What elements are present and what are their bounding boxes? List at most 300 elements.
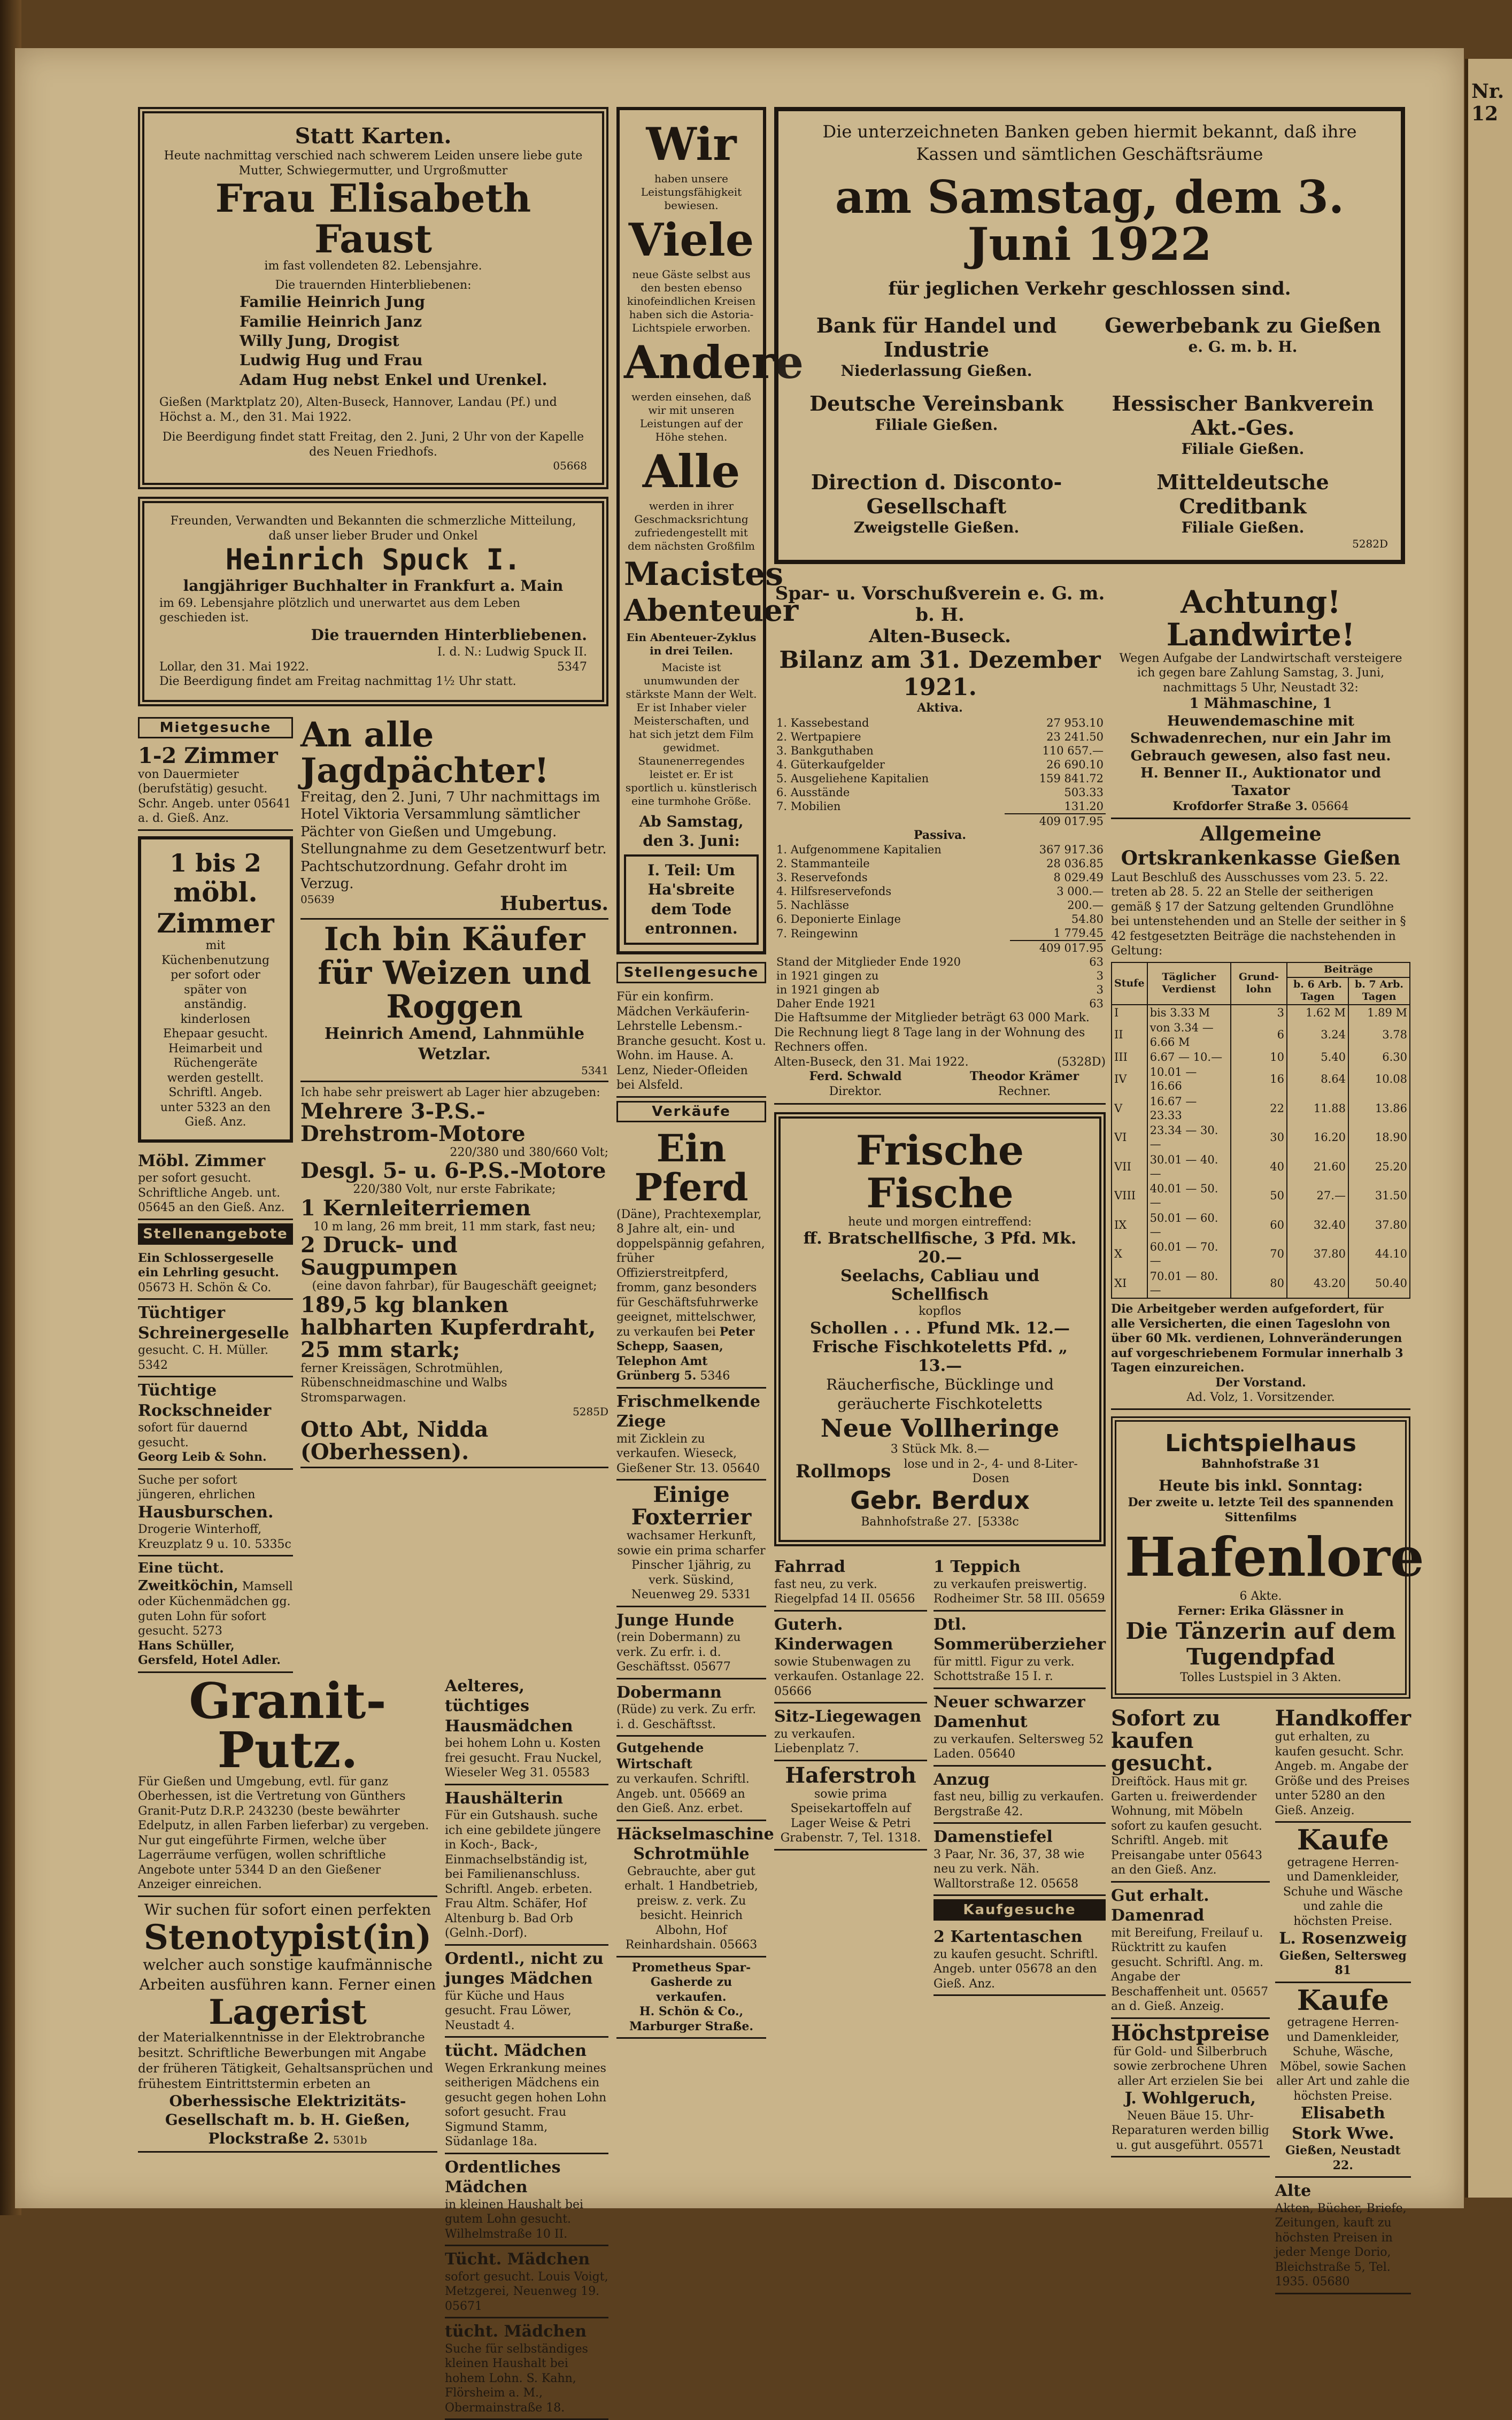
table-cell: II (1112, 1020, 1147, 1050)
obituary-name: Heinrich Spuck I. (225, 543, 521, 577)
bank-list (791, 313, 1388, 537)
table-cell: IX (1112, 1211, 1147, 1240)
mourners-list (159, 292, 587, 390)
beitrag-table (1111, 962, 1410, 1299)
section-header-mietgesuche: Mietgesuche (138, 717, 293, 738)
ad-code: 5273 (192, 1624, 222, 1638)
ad-sign: Der Vorstand. (1215, 1375, 1306, 1390)
ad-word: Andere (624, 336, 804, 389)
table-cell: 5.40 (1287, 1050, 1348, 1065)
table-cell: 32.40 (1287, 1211, 1348, 1240)
table-cell: von 3.34 — 6.66 M (1147, 1020, 1231, 1050)
table-cell: 16.20 (1287, 1123, 1348, 1152)
ad-code: 05668 (553, 459, 587, 473)
ad-text: Die unterzeichneten Banken geben hiermit bekannt, daß ihre Kassen und sämtlichen Geschäftsräume (822, 121, 1357, 164)
table-cell: XI (1112, 1269, 1147, 1299)
ad-text: (Däne), Prachtexemplar, 8 Jahre alt, ein- und doppelspännig gefahren, früher Offizierstreitpferd, fromm, ganz besonders für Geschäftsfuhrwerke geeignet, mittelschwer, zu verkaufen bei (616, 1207, 765, 1339)
ad-title: Häckselmaschine (616, 1824, 774, 1844)
column-header: Grund-lohn (1231, 962, 1287, 1005)
ad-text: Maciste ist unumwunden der stärkste Mann der Welt. Er ist Inhaber vieler Meisterschaften, und hat sich jetzt dem Film gewidmet. Staunenerregendes leistet er. Er ist sportlich u. künstlerisch eine turmhohe Größe. (625, 661, 758, 807)
ad-title: Guterh. Kinderwagen (774, 1615, 893, 1654)
column-1 (138, 107, 608, 2420)
ad-sign: Hubertus. (500, 892, 608, 915)
obituary-ind: I. d. N.: Ludwig Spuck II. (437, 645, 587, 659)
table-cell: 30.01 — 40.— (1147, 1152, 1231, 1182)
bank-name: Hessischer Bankverein Akt.-Ges. (1112, 391, 1374, 440)
ad-code: 5331 (721, 1588, 752, 1602)
ad-jagdpaechter (300, 714, 608, 920)
ad-schlosser (138, 1248, 293, 1300)
ad-code: 5346 (700, 1369, 730, 1383)
ad-text: Ein Schlossergeselle ein Lehrling gesucht. (138, 1251, 279, 1280)
ad-address: Krofdorfer Straße 3. (1172, 799, 1308, 814)
ad-anzug (934, 1767, 1106, 1824)
ad-line-sub: kopflos (919, 1305, 961, 1319)
ad-title: Sofort zu kaufen gesucht. (1111, 1706, 1221, 1776)
ad-title: Kaufe (1297, 1984, 1389, 2017)
table-row (774, 857, 1106, 870)
row-value: 159 841.72 (1039, 772, 1104, 785)
ad-title: An alle Jagdpächter! (300, 714, 550, 791)
ad-title: tücht. Mädchen (445, 2322, 587, 2341)
ad-text: zu verkaufen. Schriftl. Angeb. unt. 05669 an den Gieß. Anz. erbet. (616, 1772, 750, 1816)
row-label: 3. Bankguthaben (776, 744, 874, 757)
col1-lower (138, 714, 608, 1673)
ad-code: 05659 (1067, 1592, 1105, 1606)
sum-value: 409 017.95 (1005, 814, 1106, 828)
ad-moebl-zimmer (138, 836, 293, 1143)
ad-text: von Dauermieter (berufstätig) gesucht. Schr. Angeb. unter 05641 a. d. Gieß. Anz. (138, 767, 291, 826)
bank-entry (1098, 391, 1388, 459)
ad-firm: Heinrich Amend, Lahnmühle (324, 1024, 585, 1044)
table-row (774, 997, 1106, 1011)
row-value: 54.80 (1071, 913, 1104, 926)
table-cell: 60.01 — 70.— (1147, 1239, 1231, 1269)
table-cell: 70 (1231, 1239, 1287, 1269)
signature-role: Direktor. (829, 1084, 882, 1098)
bilanz-note: Die Haftsumme der Mitglieder beträgt 63 000 Mark. (774, 1011, 1090, 1025)
row-label: 6. Ausstände (776, 785, 850, 799)
ad-title: Anzug (934, 1770, 990, 1789)
ad-title: Tüchtiger Schreinergeselle (138, 1304, 289, 1343)
ad-line: Schollen . . . Pfund Mk. 12.— (809, 1319, 1070, 1338)
mourners: Die trauernden Hinterbliebenen. (311, 626, 587, 644)
aktiva-table (774, 716, 1106, 828)
table-row (1112, 1211, 1410, 1240)
ad-text: Akten, Bücher, Briefe, Zeitungen, kauft zu höchsten Preisen in jeder Menge Dorio, Bleichstraße 5, Tel. 1935. (1275, 2201, 1407, 2289)
ad-line: Desgl. 5- u. 6-P.S.-Motore (300, 1158, 606, 1184)
ad-text: Für ein Gutshaush. suche ich eine gebildete jüngere in Koch-, Back-, Einmachselbständig ist, bei Familienanschluss. Schriftl. Angeb. erbeten. Frau Altm. Schäfer, Hof Altenburg b. Bad Orb (Gelnh.-Dorf). (445, 1809, 601, 1940)
row-label: 3. Reservefonds (776, 871, 868, 884)
bank-branch: Filiale Gießen. (1181, 518, 1305, 536)
ad-title: Damenstiefel (934, 1828, 1053, 1847)
obituary-spuck (138, 497, 608, 706)
ad-firm: Drogerie Winterhoff, Kreuzplatz 9 u. 10. (138, 1523, 262, 1551)
ad-text: gesucht. C. H. Müller. (138, 1344, 268, 1358)
row-label: 7. Reingewinn (776, 927, 858, 940)
table-row (1112, 1050, 1410, 1065)
ad-liegewagen (774, 1704, 927, 1761)
ad-code: 05640 (722, 1461, 760, 1475)
mourner: Ludwig Hug und Frau (240, 351, 423, 369)
obituary-heading: Statt Karten. (295, 124, 452, 149)
ad-granit-putz (138, 1673, 437, 1897)
ad-code: (5328D) (1057, 1055, 1106, 1069)
ad-title: Haushälterin (445, 1789, 564, 1808)
ad-code: 5347 (557, 660, 587, 674)
ad-text: 6 Akte. (1239, 1590, 1282, 1604)
table-cell: 27.— (1287, 1181, 1348, 1211)
ad-title: Tüchtige Rockschneider (138, 1381, 272, 1420)
table-cell: 1.62 M (1287, 1005, 1348, 1020)
bank-branch: Niederlassung Gießen. (840, 361, 1032, 380)
ad-text: (rein Dobermann) zu verk. Zu erfr. i. d. Geschäftsst. (616, 1631, 741, 1674)
ad-small (445, 2038, 608, 2154)
ad-title: tücht. Mädchen (445, 2041, 587, 2061)
ad-small (445, 1673, 608, 1785)
table-cell: III (1112, 1050, 1147, 1065)
row-label: in 1921 gingen zu (776, 969, 879, 983)
table-cell: 50.40 (1348, 1269, 1410, 1299)
ad-gasherde (616, 1957, 766, 2039)
table-cell: 70.01 — 80.— (1147, 1269, 1231, 1299)
row-value: 1 779.45 (1053, 927, 1104, 940)
col1-bottom (138, 1673, 608, 2420)
ad-address: Neuen Bäue 15. Uhr-Reparaturen werden billig u. gut ausgeführt. (1111, 2109, 1269, 2152)
ad-code: 05666 (774, 1684, 812, 1698)
obituary-faust (138, 107, 608, 489)
row-value: 3 (1096, 983, 1104, 997)
ad-firm: Elisabeth Stork Wwe. (1292, 2104, 1394, 2143)
ad-text: Dreiftöck. Haus mit gr. Garten u. freiwerdender Wohnung, mit Möbeln sofort zu kaufen gesucht. Schriftl. Angeb. mit Preisangabe unter 05643 an den Gieß. Anz. (1111, 1775, 1262, 1877)
ad-word: Alle (642, 445, 740, 498)
ad-line: Räucherfische, Bücklinge und geräucherte Fischkoteletts (826, 1375, 1054, 1413)
sum-row (774, 941, 1106, 955)
bilanz (774, 583, 1106, 1105)
table-cell: 21.60 (1287, 1152, 1348, 1182)
ad-title: Ein Pferd (634, 1126, 749, 1210)
section-header-verkaeufe: Verkäufe (616, 1101, 766, 1122)
ad-pferd (616, 1126, 766, 1389)
table-cell: 37.80 (1348, 1211, 1410, 1240)
ad-title: Höchstpreise (1111, 2020, 1270, 2046)
ad-text: getragene Herren- und Damenkleider, Schuhe, Wäsche, Möbel, sowie Sachen aller Art und zahle die höchsten Preise. (1276, 2016, 1410, 2103)
bank-branch: Filiale Gießen. (1181, 440, 1305, 458)
ad-title: Lichtspielhaus (1165, 1429, 1356, 1457)
section-header-kaufgesuche: Kaufgesuche (934, 1899, 1106, 1921)
col1-left-ads (138, 714, 293, 1673)
aktiva-label: Aktiva. (917, 701, 963, 715)
ad-code: 5285D (573, 1405, 608, 1419)
ad-fahrrad (774, 1554, 927, 1612)
ad-code: 05658 (1041, 1877, 1078, 1891)
ad-title: Aelteres, tüchtiges Hausmädchen (445, 1676, 573, 1736)
table-cell: VI (1112, 1123, 1147, 1152)
ad-word: Viele (628, 213, 754, 266)
ad-title: Sitz-Liegewagen (774, 1707, 922, 1727)
signature: Theodor Krämer (969, 1069, 1079, 1084)
table-cell: 40 (1231, 1152, 1287, 1182)
table-cell: 6.67 — 10.— (1147, 1050, 1231, 1065)
section-header-stellengesuche: Stellengesuche (616, 962, 766, 983)
table-cell: 43.20 (1287, 1269, 1348, 1299)
column-header: Stufe (1112, 962, 1147, 1005)
members-table (774, 955, 1106, 1011)
ad-ueberzieher (934, 1612, 1106, 1689)
ad-firm: Peter Schepp, Saasen, Telephon Amt Grünberg 5. (616, 1324, 755, 1383)
ad-title: Granit-Putz. (189, 1671, 387, 1779)
ad-text: heute und morgen eintreffend: (848, 1215, 1032, 1229)
table-cell: 37.80 (1287, 1239, 1348, 1269)
table-row (774, 969, 1106, 983)
ad-text: zu verkaufen. Liebenplatz 7. (774, 1727, 859, 1756)
row-label: Daher Ende 1921 (776, 997, 876, 1011)
bank-name: Direction d. Disconto-Gesellschaft (811, 469, 1062, 518)
ad-text: mit Küchenbenutzung per sofort oder später von anständig. kinderlosen Ehepaar gesucht. Heimarbeit und Rüchengeräte werden gestellt. Schriftl. Angeb. unter 5323 an den Gieß. Anz. (160, 939, 271, 1129)
table-cell: 40.01 — 50.— (1147, 1181, 1231, 1211)
table-cell: 80 (1231, 1269, 1287, 1299)
ad-code: 05677 (693, 1660, 731, 1674)
table-cell: 10.08 (1348, 1065, 1410, 1094)
ad-code: 05664 (1311, 800, 1349, 814)
table-row (774, 758, 1106, 772)
next-page-edge (1465, 59, 1512, 2198)
ad-title: Alte (1275, 2182, 1312, 2201)
row-value: 63 (1089, 955, 1104, 969)
ad-haferstroh (774, 1761, 927, 1851)
table-cell: 44.10 (1348, 1239, 1410, 1269)
ad-text: der Materialkenntnisse in der Elektrobranche besitzt. Schriftliche Bewerbungen mit Angabe der früheren Tätigkeit, Gehaltsansprüchen und frühestem Eintrittstermin erbeten an (138, 2031, 434, 2091)
table-cell: 50.01 — 60.— (1147, 1211, 1231, 1240)
column-3-left (774, 583, 1106, 1996)
ad-kaufe-1 (1275, 1823, 1411, 1983)
ad-alte-akten (1275, 2178, 1411, 2294)
table-row (1112, 1123, 1410, 1152)
bank-branch: Filiale Gießen. (875, 416, 998, 434)
row-label: 1. Aufgenommene Kapitalien (776, 843, 942, 857)
col1-bottom-right (445, 1673, 608, 2420)
ad-text: Ein Abenteuer-Zyklus in drei Teilen. (626, 631, 757, 657)
mourner: Willy Jung, Drogist (240, 332, 399, 350)
table-row (1112, 1094, 1410, 1123)
ad-small (445, 1785, 608, 1946)
ad-text: werden einsehen, daß wir mit unseren Leistungen auf der Höhe stehen. (631, 390, 751, 443)
ad-line-sub: lose und in 2-, 4- und 8-Liter-Dosen (904, 1457, 1078, 1486)
ad-title: Allgemeine Ortskrankenkasse Gießen (1121, 822, 1401, 869)
ad-text: haben unsere Leistungsfähigkeit bewiesen. (641, 172, 742, 212)
ad-text: fast neu, zu verk. Riegelpfad 14 II. (774, 1577, 877, 1606)
ad-text: Wir suchen für sofort einen perfekten (144, 1900, 431, 1918)
ad-title: Junge Hunde (616, 1610, 735, 1630)
table-cell: IV (1112, 1065, 1147, 1094)
ad-line-sub: ferner Kreissägen, Schrotmühlen, Rübenschneidmaschine und Walbs Stromsparwagen. (300, 1361, 507, 1405)
bilanz-place: Alten-Buseck, den 31. Mai 1922. (774, 1055, 969, 1069)
mourner: Adam Hug nebst Enkel und Urenkel. (240, 371, 547, 389)
ad-text: zu verkaufen. Seltersweg 52 Laden. (934, 1732, 1104, 1761)
bilanz-title: Bilanz am 31. Dezember 1921. (779, 646, 1101, 701)
row-label: 2. Stammanteile (776, 857, 870, 870)
ad-zimmer (138, 742, 293, 831)
table-cell: V (1112, 1094, 1147, 1123)
col3-small-right (934, 1554, 1106, 1996)
row-value: 3 (1096, 969, 1104, 983)
ad-hunde (616, 1607, 766, 1679)
ad-line: 2 Druck- und Saugpumpen (300, 1232, 458, 1281)
table-row (1112, 1065, 1410, 1094)
obituary-funeral: Die Beerdigung findet am Freitag nachmittag 1½ Uhr statt. (159, 675, 516, 689)
ad-title: Haferstroh (785, 1762, 916, 1788)
ad-text: sowie Stubenwagen zu verkaufen. Ostanlage 22. (774, 1655, 924, 1684)
ad-title: Frischmelkende Ziege (616, 1392, 760, 1431)
ad-word: Macistes (624, 556, 784, 593)
ad-line: Mehrere 3-P.S.-Drehstrom-Motore (300, 1098, 526, 1146)
ad-haeckselmaschine (616, 1821, 774, 1957)
ad-title: 1 Teppich (934, 1558, 1021, 1577)
ad-hoechstpreise (1111, 2019, 1270, 2158)
table-cell: 23.34 — 30.— (1147, 1123, 1231, 1152)
ad-damenrad (1111, 1883, 1270, 2019)
col4-small-ads (1111, 1704, 1410, 2294)
table-cell: 10 (1231, 1050, 1287, 1065)
ad-text: Für ein konfirm. Mädchen Verkäuferin-Lehrstelle Lebensm.-Branche gesucht. Kost u. Wohn. im Hause. A. Lenz, Nieder-Ofleiden bei Alsfeld. (616, 990, 766, 1092)
ad-code: 05671 (445, 2299, 482, 2313)
ad-text: fast neu, billig zu verkaufen. Bergstraße 42. (934, 1790, 1104, 1818)
obituary-age: im fast vollendeten 82. Lebensjahre. (264, 259, 482, 273)
column-header: Beiträge (1287, 962, 1410, 977)
ad-text: sofort für dauernd gesucht. (138, 1421, 248, 1450)
ad-text: Gebrauchte, aber gut erhalt. 1 Handbetrieb, preisw. z. verk. Zu besicht. Heinrich Albohn, Hof Reinhardshain. (624, 1864, 758, 1952)
ad-text: Ab Samstag, den 3. Juni: (639, 813, 744, 850)
ad-code: 05680 (1312, 2275, 1350, 2289)
ad-lehrstelle (616, 987, 766, 1098)
bank-name: Deutsche Vereinsbank (809, 391, 1063, 416)
ad-line: Neue Vollheringe (820, 1413, 1060, 1443)
ad-text: Prometheus Spar-Gasherde zu verkaufen. (631, 1960, 751, 2004)
ad-firm: H. Benner II., Auktionator und Taxator (1140, 765, 1381, 799)
ad-code: 05571 (1227, 2138, 1265, 2152)
table-row (1112, 1020, 1410, 1050)
ad-code: 5342 (138, 1358, 168, 1372)
ad-title: Lagerist (209, 1992, 367, 2033)
obituary-footer (159, 660, 587, 675)
ad-address: Gießen, Seltersweg 81 (1279, 1948, 1407, 1978)
ad-line-sub: 3 Stück Mk. 8.— (890, 1443, 990, 1456)
column-header: b. 7 Arb. Tagen (1348, 977, 1410, 1005)
ad-text: für Gold- und Silberbruch sowie zerbrochene Uhren aller Art erzielen Sie bei (1113, 2045, 1268, 2088)
ad-code: 5341 (581, 1064, 608, 1077)
ad-title: Kaufe (1297, 1824, 1389, 1857)
ad-text: Für Gießen und Umgebung, evtl. für ganz Oberhessen, ist die Vertretung von Günthers Granit-Putz D.R.P. 243230 (beste bewährter Edelputz, in allen Farben lieferbar) zu vergeben. Nur gut eingeführte Firmen, welche über Lagerräume verfügen, wollen schriftliche Angebote unter 5344 D an den Gießener Anzeiger einreichen. (138, 1775, 429, 1892)
ad-title: Handkoffer (1275, 1706, 1411, 1731)
ad-firm: Georg Leib & Sohn. (138, 1450, 267, 1465)
row-label: 5. Nachlässe (776, 899, 850, 912)
ad-banks-closed (774, 107, 1405, 564)
ad-dobermann (616, 1679, 766, 1737)
ad-firm: L. Rosenzweig (1279, 1929, 1407, 1948)
ad-firm: 05673 H. Schön & Co. (138, 1281, 272, 1294)
ad-sign: Ad. Volz, 1. Vorsitzender. (1186, 1391, 1335, 1405)
table-cell: 16.67 — 23.33 (1147, 1094, 1231, 1123)
row-value: 23 241.50 (1046, 730, 1104, 743)
bank-entry (1098, 470, 1388, 537)
ad-title: Schrotmühle (633, 1845, 750, 1864)
ad-ortskrankenkasse (1111, 819, 1410, 1410)
table-cell: 50 (1231, 1181, 1287, 1211)
table-cell: VIII (1112, 1181, 1147, 1211)
ad-foxterrier (616, 1481, 766, 1607)
bank-name: Bank für Handel und Industrie (816, 313, 1057, 361)
ad-motore (300, 1082, 608, 1468)
table-cell: bis 3.33 M (1147, 1005, 1231, 1020)
ad-kaufe-2 (1275, 1983, 1411, 2178)
newspaper-page (15, 48, 1464, 2415)
ad-line: ff. Bratschellfische, 3 Pfd. Mk. 20.— (803, 1229, 1077, 1267)
obituary-text: im 69. Lebensjahre plötzlich und unerwartet aus dem Leben geschieden ist. (159, 596, 520, 625)
col4-right (1275, 1704, 1411, 2294)
ad-handkoffer (1275, 1704, 1411, 1823)
row-label: 4. Güterkaufgelder (776, 758, 885, 771)
table-cell: 10.01 — 16.66 (1147, 1065, 1231, 1094)
ad-code: 05663 (720, 1938, 758, 1952)
ad-address-row (796, 1515, 1084, 1530)
sum-value: 409 017.95 (1010, 941, 1106, 955)
ad-kartentaschen (934, 1924, 1106, 1996)
sum-row (774, 814, 1106, 828)
ad-text: Die Arbeitgeber werden aufgefordert, für alle Versicherten, die einen Tageslohn von über 60 Mk. verdienen, Lohnveränderungen auf vorgeschriebenem Formular innerhalb 3 Tagen einzureichen. (1111, 1302, 1403, 1375)
ad-damenhut (934, 1689, 1106, 1767)
ad-line-row (796, 1457, 1084, 1486)
table-cell: 22 (1231, 1094, 1287, 1123)
ad-kinderwagen (774, 1612, 927, 1704)
table-cell: 31.50 (1348, 1181, 1410, 1211)
ad-text: werden in ihrer Geschmacksrichtung zufriedengestellt mit dem nächsten Großfilm (628, 499, 755, 552)
bilanz-signatures (774, 1069, 1106, 1099)
table-row (774, 799, 1106, 814)
table-row (774, 744, 1106, 758)
ad-text: wachsamer Herkunft, sowie ein prima scharfer Pinscher (617, 1529, 766, 1573)
ad-firm: Otto Abt, Nidda (Oberhessen). (300, 1417, 489, 1465)
table-cell: 8.64 (1287, 1065, 1348, 1094)
ad-code: 5282D (1352, 537, 1388, 550)
bank-branch: Zweigstelle Gießen. (853, 518, 1020, 536)
ad-code: 5301b (333, 2133, 367, 2147)
table-cell: X (1112, 1239, 1147, 1269)
passiva-label: Passiva. (913, 828, 967, 842)
ad-text: mit Zicklein zu verkaufen. Wieseck, Gießener Str. 13. (616, 1432, 737, 1475)
ad-title: möbl. Zimmer (157, 876, 274, 939)
ad-text: neue Gäste selbst aus den besten ebenso kinofeindlichen Kreisen haben sich die Astoria-Lichtspiele erworben. (627, 268, 756, 334)
table-row (774, 716, 1106, 730)
row-value: 200.— (1067, 899, 1104, 912)
row-value: 63 (1089, 997, 1104, 1011)
table-header-row (1112, 962, 1410, 977)
ad-text: gut erhalten, zu kaufen gesucht. Schr. Angeb. m. Angabe der Größe und des Preises unter 5280 an den Gieß. Anzeig. (1275, 1730, 1410, 1817)
table-row (774, 926, 1106, 941)
row-label: 4. Hilfsreservefonds (776, 885, 892, 898)
col4-left (1111, 1704, 1270, 2294)
table-row (1112, 1239, 1410, 1269)
bilanz-note: Die Rechnung liegt 8 Tage lang in der Wohnung des Rechners offen. (774, 1026, 1085, 1054)
table-row (774, 912, 1106, 926)
table-cell: 13.86 (1348, 1094, 1410, 1123)
row-value: 367 917.36 (1039, 843, 1104, 857)
bank-entry (791, 313, 1082, 381)
ad-title: Möbl. Zimmer (138, 1151, 266, 1170)
row-label: 1. Kassebestand (776, 716, 869, 729)
ad-lichtspielhaus (1111, 1416, 1424, 1699)
ad-damenstiefel (934, 1824, 1106, 1896)
col1-right-ads (300, 714, 608, 1673)
